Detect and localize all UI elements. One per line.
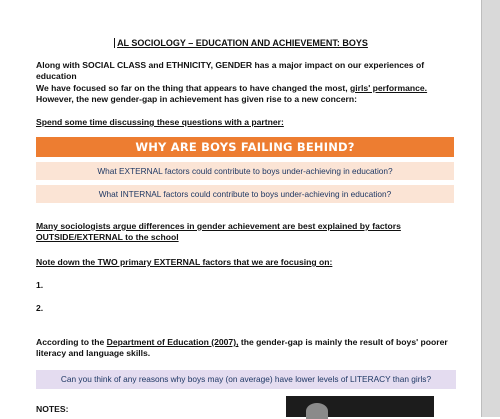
department-of-education-paragraph: According to the Department of Education (2007), the gender-gap is mainly the result of boys' poorer literacy and language skills. — [36, 337, 448, 358]
document-title: AL SOCIOLOGY – EDUCATION AND ACHIEVEMENT: BOYS — [0, 38, 482, 48]
list-item-2: 2. — [36, 303, 44, 313]
external-factors-paragraph: Many sociologists argue differences in gender achievement are best explained by factors OUTSIDE/EXTERNAL to the school — [36, 221, 401, 242]
internal-factors-question: What INTERNAL factors could contribute to boys under-achieving in education? — [36, 185, 454, 203]
focus-paragraph: We have focused so far on the thing that appears to have changed the most, girls' performance. However, the new gender-gap in achievement has given rise to a new concern: — [36, 83, 428, 104]
page-margin-strip — [482, 0, 500, 417]
note-down-instruction: Note down the TWO primary EXTERNAL factors that we are focusing on: — [36, 257, 333, 267]
external-factors-question: What EXTERNAL factors could contribute to boys under-achieving in education? — [36, 162, 454, 180]
boys-failing-banner: WHY ARE BOYS FAILING BEHIND? — [36, 137, 454, 157]
discussion-instruction: Spend some time discussing these questions with a partner: — [36, 117, 284, 127]
girls-performance-underlined: girls' performance. — [350, 83, 428, 93]
notes-label: NOTES: — [36, 404, 69, 414]
intro-paragraph: Along with SOCIAL CLASS and ETHNICITY, GENDER has a major impact on our experiences of education — [36, 60, 425, 81]
list-item-1: 1. — [36, 280, 44, 290]
department-of-education-underlined: Department of Education (2007), — [106, 337, 239, 347]
partial-image — [286, 396, 434, 417]
literacy-question: Can you think of any reasons why boys may (on average) have lower levels of LITERACY than girls? — [36, 370, 456, 389]
